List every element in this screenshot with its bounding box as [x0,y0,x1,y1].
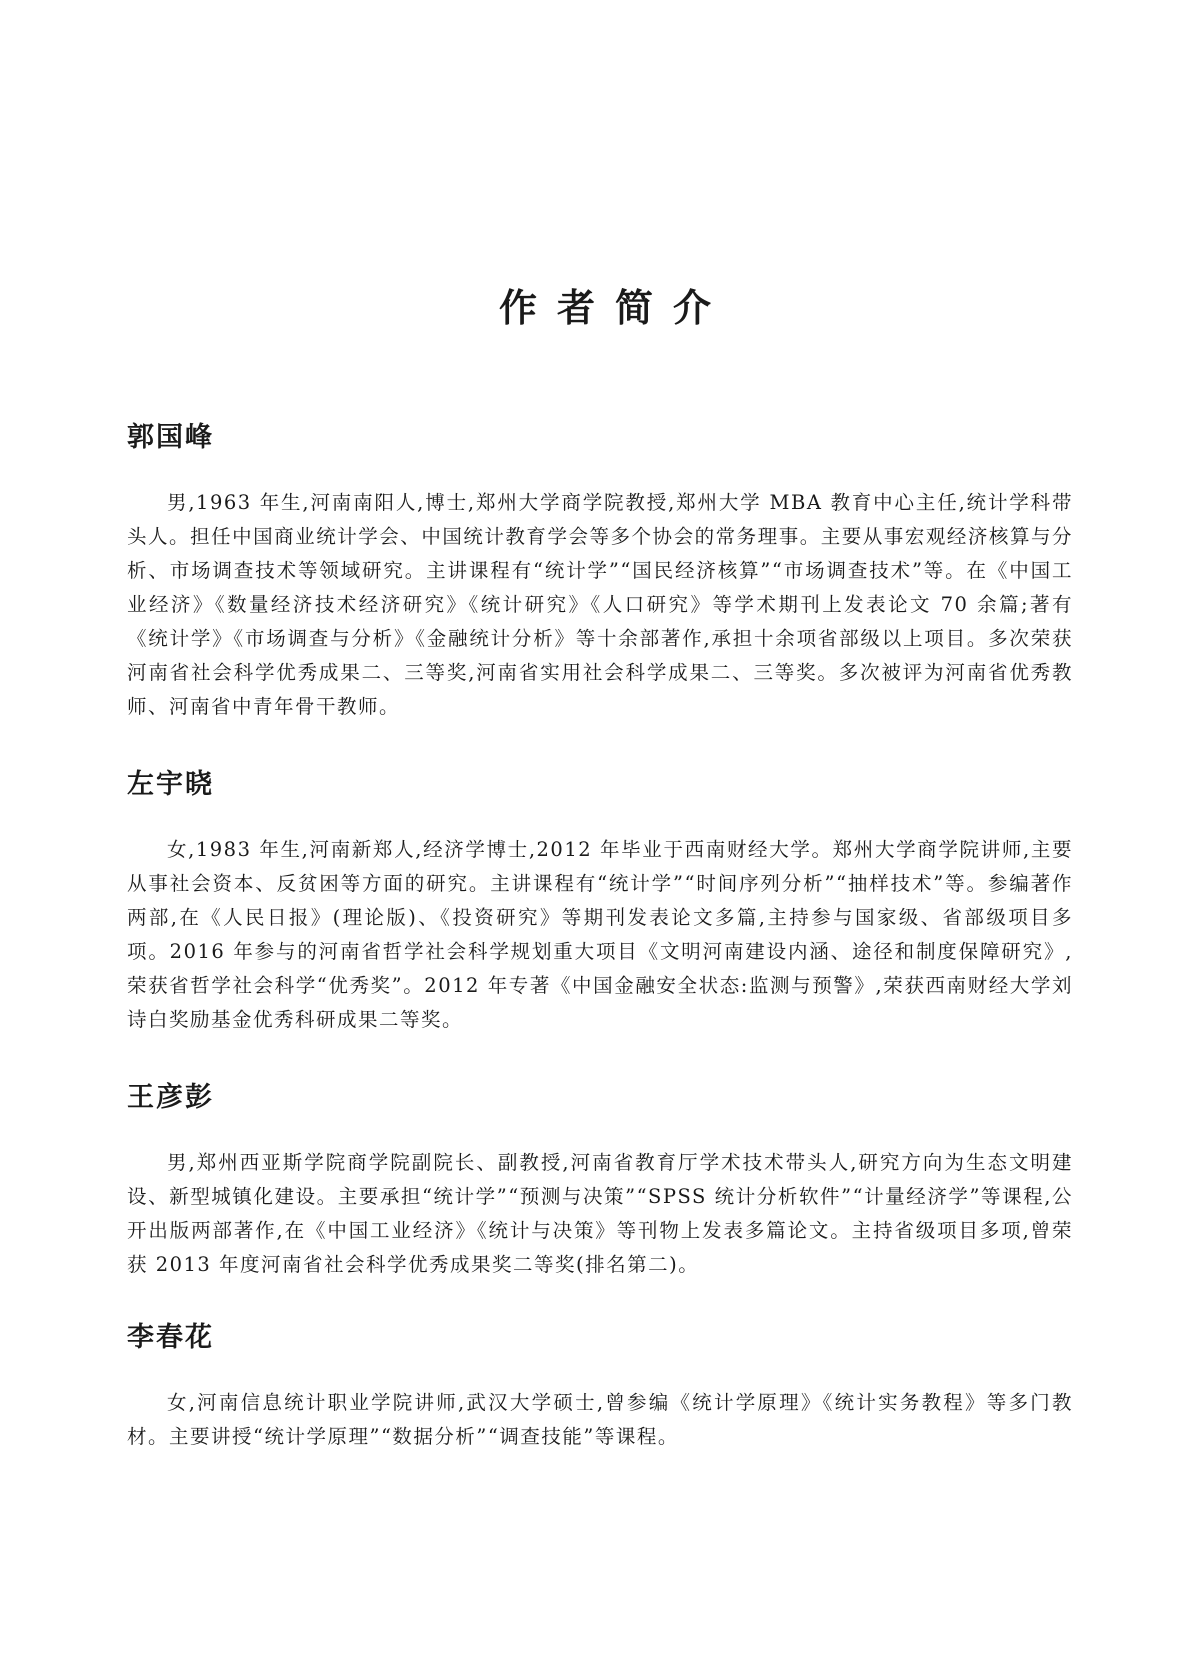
author-bio: 女,1983 年生,河南新郑人,经济学博士,2012 年毕业于西南财经大学。郑州大学商学院讲师,主要从事社会资本、反贫困等方面的研究。主讲课程有“统计学”“时间序列分析”“抽样技术”等。参编著作两部,在《人民日报》(理论版)、《投资研究》等期刊发表论文多篇,主持参与国家级、省部级项目多项。2016 年参与的河南省哲学社会科学规划重大项目《文明河南建设内涵、途径和制度保障研究》,荣获省哲学社会科学“优秀奖”。2012 年专著《中国金融安全状态:监测与预警》,荣获西南财经大学刘诗白奖励基金优秀科研成果二等奖。 [127,838,1073,1031]
author-name: 左宇晓 [127,769,214,800]
author-name: 郭国峰 [127,422,214,453]
author-section [127,1080,1073,1302]
author-name: 李春花 [127,1322,214,1353]
author-bio: 女,河南信息统计职业学院讲师,武汉大学硕士,曾参编《统计学原理》《统计实务教程》等多门教材。主要讲授“统计学原理”“数据分析”“调查技能”等课程。 [127,1391,1073,1448]
author-bio: 男,1963 年生,河南南阳人,博士,郑州大学商学院教授,郑州大学 MBA 教育中心主任,统计学科带头人。担任中国商业统计学会、中国统计教育学会等多个协会的常务理事。主要从事宏观经济核算与分析、市场调查技术等领域研究。主讲课程有“统计学”“国民经济核算”“市场调查技术”等。在《中国工业经济》《数量经济技术经济研究》《统计研究》《人口研究》等学术期刊上发表论文 70 余篇;著有《统计学》《市场调查与分析》《金融统计分析》等十余部著作,承担十余项省部级以上项目。多次荣获河南省社会科学优秀成果二、三等奖,河南省实用社会科学成果二、三等奖。多次被评为河南省优秀教师、河南省中青年骨干教师。 [127,491,1073,718]
author-bio: 男,郑州西亚斯学院商学院副院长、副教授,河南省教育厅学术技术带头人,研究方向为生态文明建设、新型城镇化建设。主要承担“统计学”“预测与决策”“SPSS 统计分析软件”“计量经济学”等课程,公开出版两部著作,在《中国工业经济》《统计与决策》等刊物上发表多篇论文。主持省级项目多项,曾荣获 2013 年度河南省社会科学优秀成果奖二等奖(排名第二)。 [127,1151,1073,1276]
author-section [127,767,1073,1057]
page-title: 作者简介 [498,286,731,331]
author-section [127,420,1073,744]
author-section [127,1320,1073,1474]
author-name: 王彦彭 [127,1082,214,1113]
